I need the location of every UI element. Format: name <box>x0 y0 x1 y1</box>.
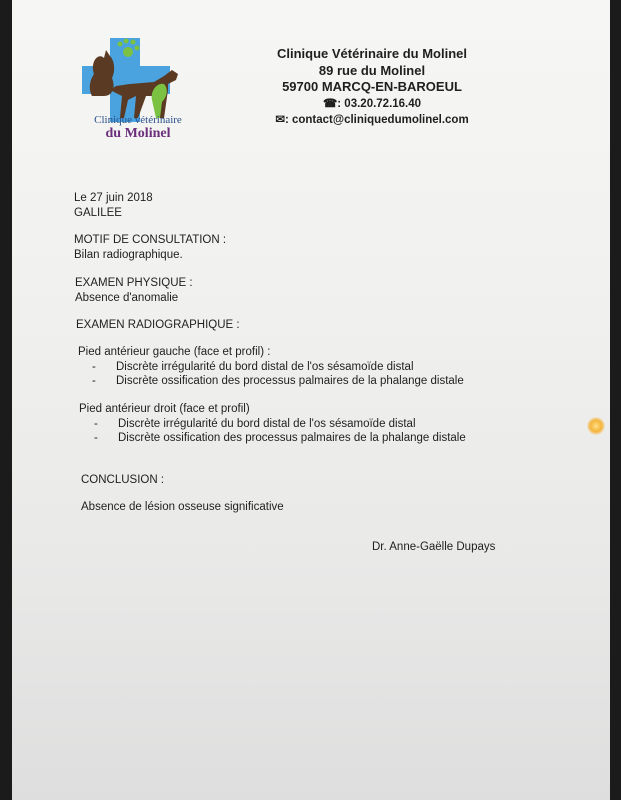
motif-text: Bilan radiographique. <box>74 249 183 261</box>
clinic-phone-line <box>212 96 532 113</box>
phone-icon: ☎ <box>322 97 338 110</box>
logo-text-line2: du Molinel <box>105 126 171 141</box>
exam-phys-text: Absence d'anomalie <box>75 292 179 304</box>
patient-name: GALILEE <box>74 207 122 219</box>
letter-page <box>12 0 610 800</box>
right-foot-heading: Pied antérieur droit (face et profil) <box>79 403 250 415</box>
letter-date: Le 27 juin 2018 <box>74 192 153 204</box>
list-item: - Discrète ossification des processus palmaires de la phalange distale <box>88 374 464 388</box>
list-item: - Discrète irrégularité du bord distal de l'os sésamoïde distal <box>88 360 464 374</box>
left-foot-findings <box>88 360 464 388</box>
list-item: - Discrète irrégularité du bord distal de l'os sésamoïde distal <box>90 417 466 431</box>
clinic-email-line <box>212 112 532 129</box>
clinic-email: : contact@cliniquedumolinel.com <box>284 114 469 126</box>
conclusion-text: Absence de lésion osseuse significative <box>81 501 284 513</box>
left-foot-heading: Pied antérieur gauche (face et profil) : <box>78 346 271 358</box>
motif-heading: MOTIF DE CONSULTATION : <box>74 234 227 246</box>
envelope-icon: ✉ <box>275 114 285 126</box>
signature-text: Dr. Anne-Gaëlle Dupays <box>372 541 496 553</box>
clinic-name: Clinique Vétérinaire du Molinel <box>277 46 467 61</box>
exam-radio-heading: EXAMEN RADIOGRAPHIQUE : <box>76 319 240 331</box>
logo-text-line1: Clinique vétérinaire <box>94 114 182 126</box>
light-glare <box>587 417 605 435</box>
list-item: - Discrète ossification des processus palmaires de la phalange distale <box>90 431 466 445</box>
clinic-city: 59700 MARCQ-EN-BAROEUL <box>282 79 462 94</box>
signature <box>372 541 495 553</box>
right-foot-findings <box>90 417 466 445</box>
clinic-header <box>212 46 532 129</box>
conclusion-heading: CONCLUSION : <box>81 474 165 486</box>
clinic-phone: : 03.20.72.16.40 <box>337 97 422 110</box>
clinic-street: 89 rue du Molinel <box>318 62 426 78</box>
exam-phys-heading: EXAMEN PHYSIQUE : <box>75 277 193 289</box>
